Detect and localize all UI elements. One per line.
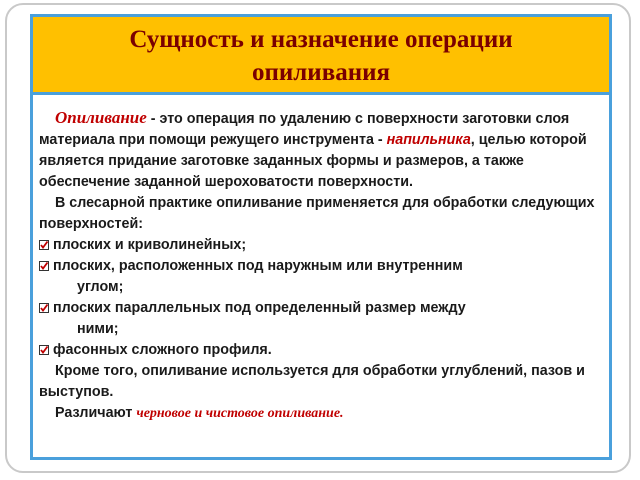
title-line-1: Сущность и назначение операции: [129, 25, 513, 53]
list-item-continuation: ними;: [77, 321, 119, 337]
checkbox-bullet-icon: [39, 261, 49, 271]
intro-text-2: , целью которой является придание заготовке заданных формы и размеров, а также обеспечение заданной шероховатости поверхности.: [39, 132, 587, 190]
distinguish-accent: черновое и чистовое опиливание.: [136, 406, 344, 421]
list-item-text: фасонных сложного профиля.: [53, 342, 272, 358]
intro-accent-tool: напильника: [386, 132, 471, 148]
practice-paragraph: В слесарной практике опиливание применяется для обработки следующих поверхностей:: [39, 195, 595, 232]
term-opilivanie: Опиливание: [55, 108, 147, 127]
list-item-continuation: углом;: [77, 279, 124, 295]
list-item: [39, 298, 605, 340]
list-item: [39, 340, 605, 361]
distinguish-paragraph: [39, 403, 605, 424]
distinguish-prefix: Различают: [55, 405, 137, 421]
surface-list: [39, 235, 605, 361]
slide-title: [129, 21, 512, 89]
slide-body: [39, 107, 605, 424]
additional-paragraph: Кроме того, опиливание используется для обработки углублений, пазов и выступов.: [39, 363, 585, 400]
checkbox-bullet-icon: [39, 345, 49, 355]
intro-text-1: - это операция по удалению с поверхности заготовки слоя материала при помощи режущего инструмента -: [39, 111, 570, 148]
checkbox-bullet-icon: [39, 303, 49, 313]
intro-paragraph: [39, 107, 605, 193]
list-item-text: плоских и криволинейных;: [53, 237, 247, 253]
slide: [30, 14, 612, 460]
list-item-text: плоских, расположенных под наружным или внутренним: [53, 258, 463, 274]
list-item-text: плоских параллельных под определенный размер между: [53, 300, 466, 316]
checkbox-bullet-icon: [39, 240, 49, 250]
list-item: [39, 235, 605, 256]
list-item: [39, 256, 605, 298]
title-line-2: опиливания: [251, 58, 391, 86]
title-banner: [33, 17, 609, 95]
